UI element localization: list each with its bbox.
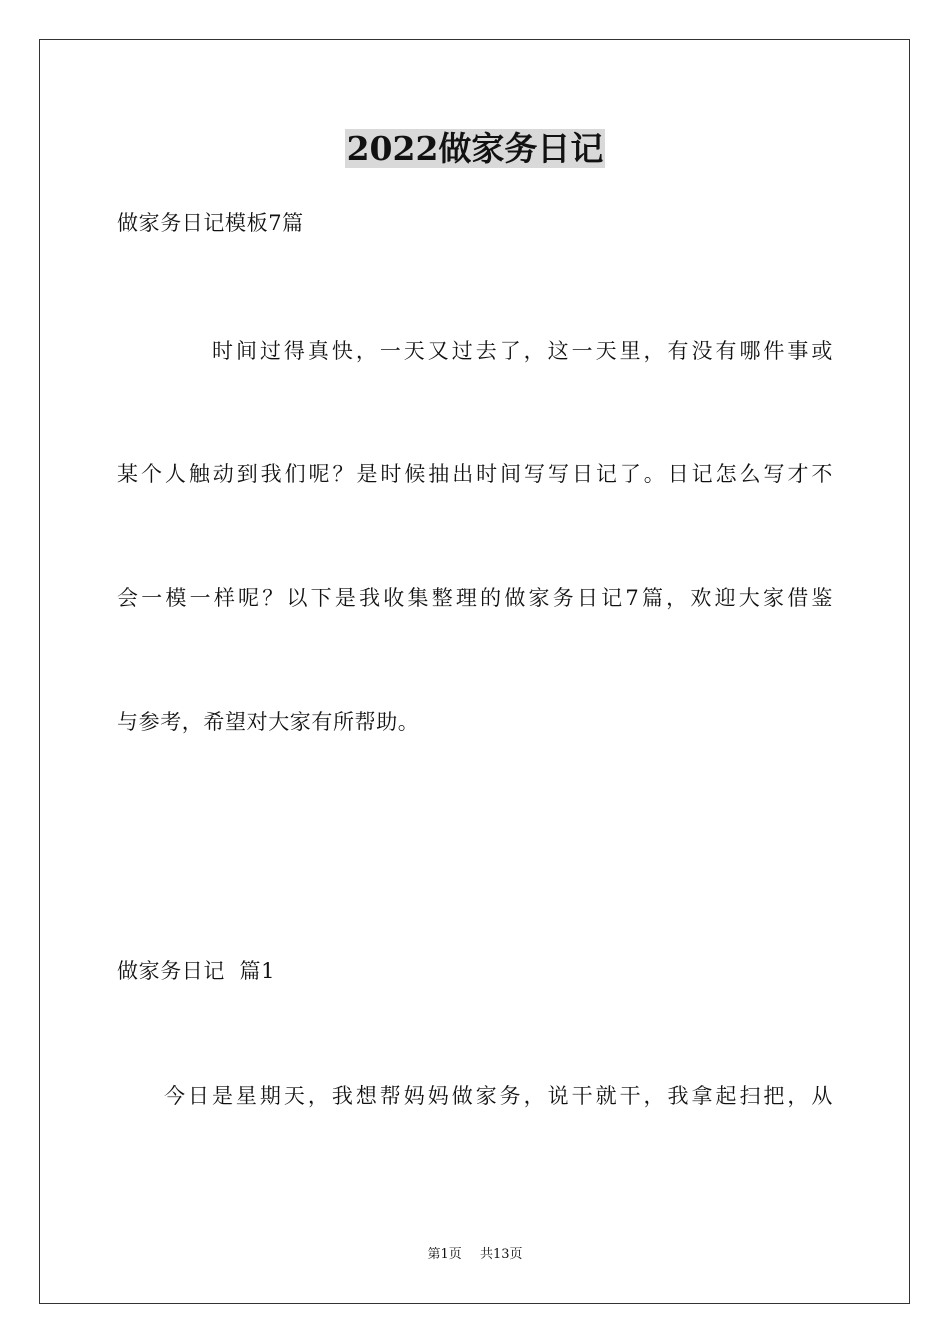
intro-paragraph-line: 时间过得真快，一天又过去了，这一天里，有没有哪件事或: [212, 339, 833, 363]
page-footer: [0, 1246, 950, 1264]
intro-paragraph-line: 某个人触动到我们呢？是时候抽出时间写写日记了。日记怎么写才不: [117, 462, 833, 486]
document-subtitle: 做家务日记模板7篇: [117, 211, 304, 235]
document-title-text: 2022做家务日记: [346, 129, 604, 168]
intro-paragraph-line: 与参考，希望对大家有所帮助。: [117, 710, 420, 734]
document-title: [0, 126, 950, 172]
page-number-current: 第1页: [427, 1247, 462, 1262]
page-number-total: 共13页: [479, 1247, 523, 1262]
intro-paragraph-line: 会一模一样呢？以下是我收集整理的做家务日记7篇，欢迎大家借鉴: [117, 586, 833, 610]
section-heading: 做家务日记 篇1: [117, 959, 276, 983]
section-paragraph-line: 今日是星期天，我想帮妈妈做家务，说干就干，我拿起扫把，从: [164, 1084, 833, 1108]
